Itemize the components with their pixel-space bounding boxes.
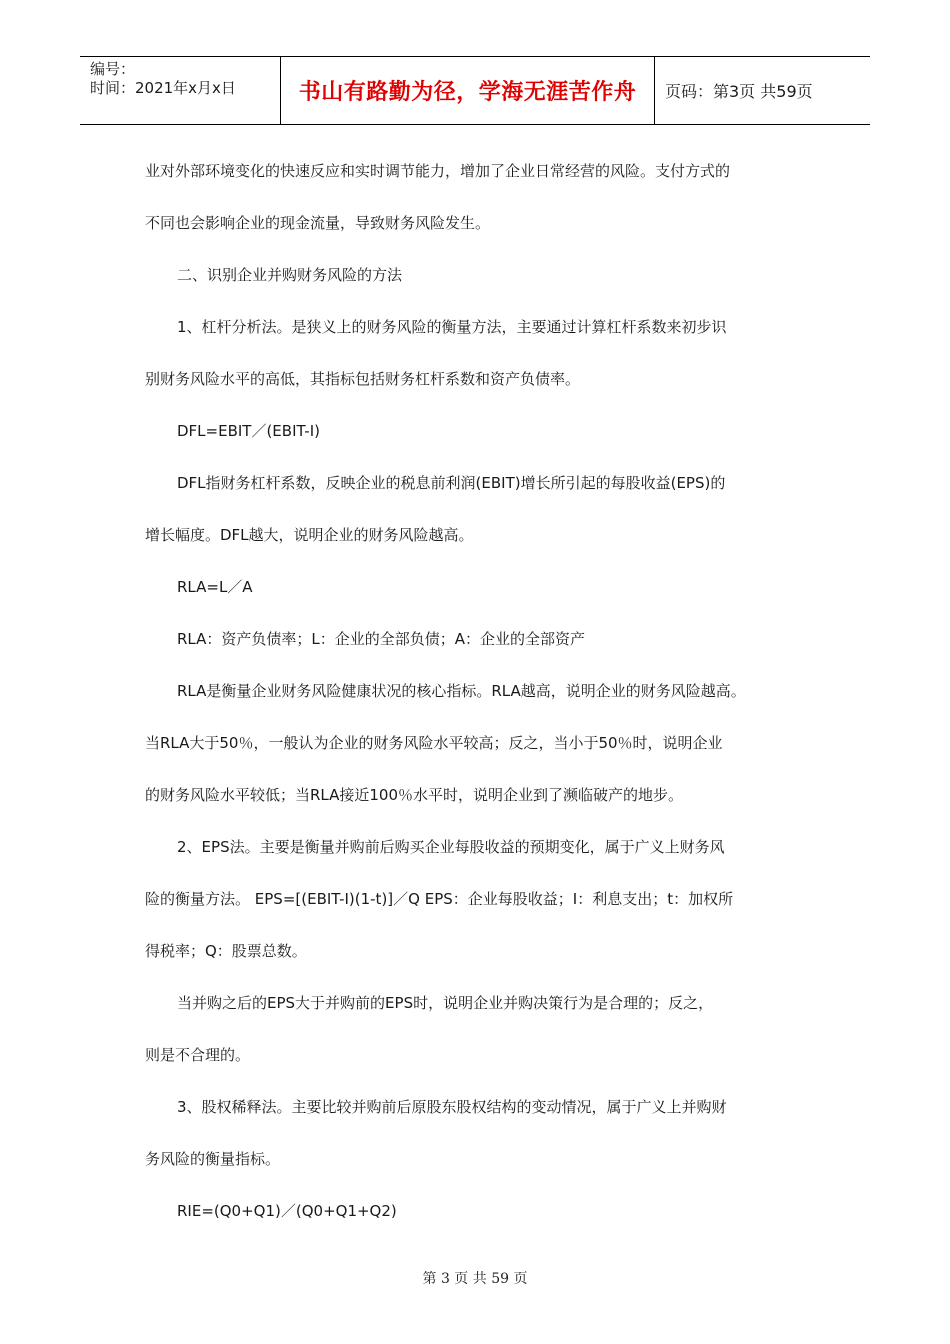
document-body [145, 156, 825, 1248]
header-motto: 书山有路勤为径，学海无涯苦作舟 [281, 57, 655, 124]
header-meta-cell [80, 57, 281, 124]
paragraph-line: RLA：资产负债率；L：企业的全部负债；A：企业的全部资产 [177, 630, 586, 648]
paragraph-line: 当RLA大于50％，一般认为企业的财务风险水平较高；反之，当小于50％时，说明企业 [145, 734, 723, 752]
header-page-info: 页码：第3页 共59页 [665, 82, 813, 101]
document-number-label: 编号： [90, 60, 136, 78]
paragraph-line: 的财务风险水平较低；当RLA接近100％水平时，说明企业到了濒临破产的地步。 [145, 786, 684, 804]
paragraph-line: 务风险的衡量指标。 [145, 1150, 281, 1168]
paragraph-line: DFL指财务杠杆系数，反映企业的税息前利润(EBIT)增长所引起的每股收益(EPS)的 [177, 474, 726, 492]
paragraph-line: 2、EPS法。主要是衡量并购前后购买企业每股收益的预期变化，属于广义上财务风 [177, 838, 725, 856]
paragraph-line: 当并购之后的EPS大于并购前的EPS时，说明企业并购决策行为是合理的；反之， [177, 994, 714, 1012]
paragraph-line: 则是不合理的。 [145, 1046, 251, 1064]
paragraph-line: 得税率；Q：股票总数。 [145, 942, 307, 960]
paragraph-line: RLA是衡量企业财务风险健康状况的核心指标。RLA越高，说明企业的财务风险越高。 [177, 682, 746, 700]
paragraph-line: 业对外部环境变化的快速反应和实时调节能力，增加了企业日常经营的风险。支付方式的 [145, 162, 731, 180]
document-time-label: 时间：2021年x月x日 [90, 79, 236, 97]
paragraph-line: 3、股权稀释法。主要比较并购前后原股东股权结构的变动情况，属于广义上并购财 [177, 1098, 727, 1116]
paragraph-line: 增长幅度。DFL越大，说明企业的财务风险越高。 [145, 526, 474, 544]
paragraph-line: RLA=L／A [177, 578, 253, 596]
paragraph-line: 险的衡量方法。 EPS=[(EBIT-I)(1-t)]／Q EPS：企业每股收益；I：利息支出；t：加权所 [145, 890, 734, 908]
paragraph-line: 别财务风险水平的高低，其指标包括财务杠杆系数和资产负债率。 [145, 370, 581, 388]
page-footer: 第 3 页 共 59 页 [422, 1271, 528, 1287]
document-header [80, 56, 870, 125]
paragraph-line: 1、杠杆分析法。是狭义上的财务风险的衡量方法，主要通过计算杠杆系数来初步识 [177, 318, 727, 336]
paragraph-line: DFL=EBIT／(EBIT-I) [177, 422, 320, 440]
paragraph-line: 不同也会影响企业的现金流量，导致财务风险发生。 [145, 214, 491, 232]
paragraph-line: RIE=(Q0+Q1)／(Q0+Q1+Q2) [177, 1202, 397, 1220]
paragraph-line: 二、识别企业并购财务风险的方法 [177, 266, 403, 284]
